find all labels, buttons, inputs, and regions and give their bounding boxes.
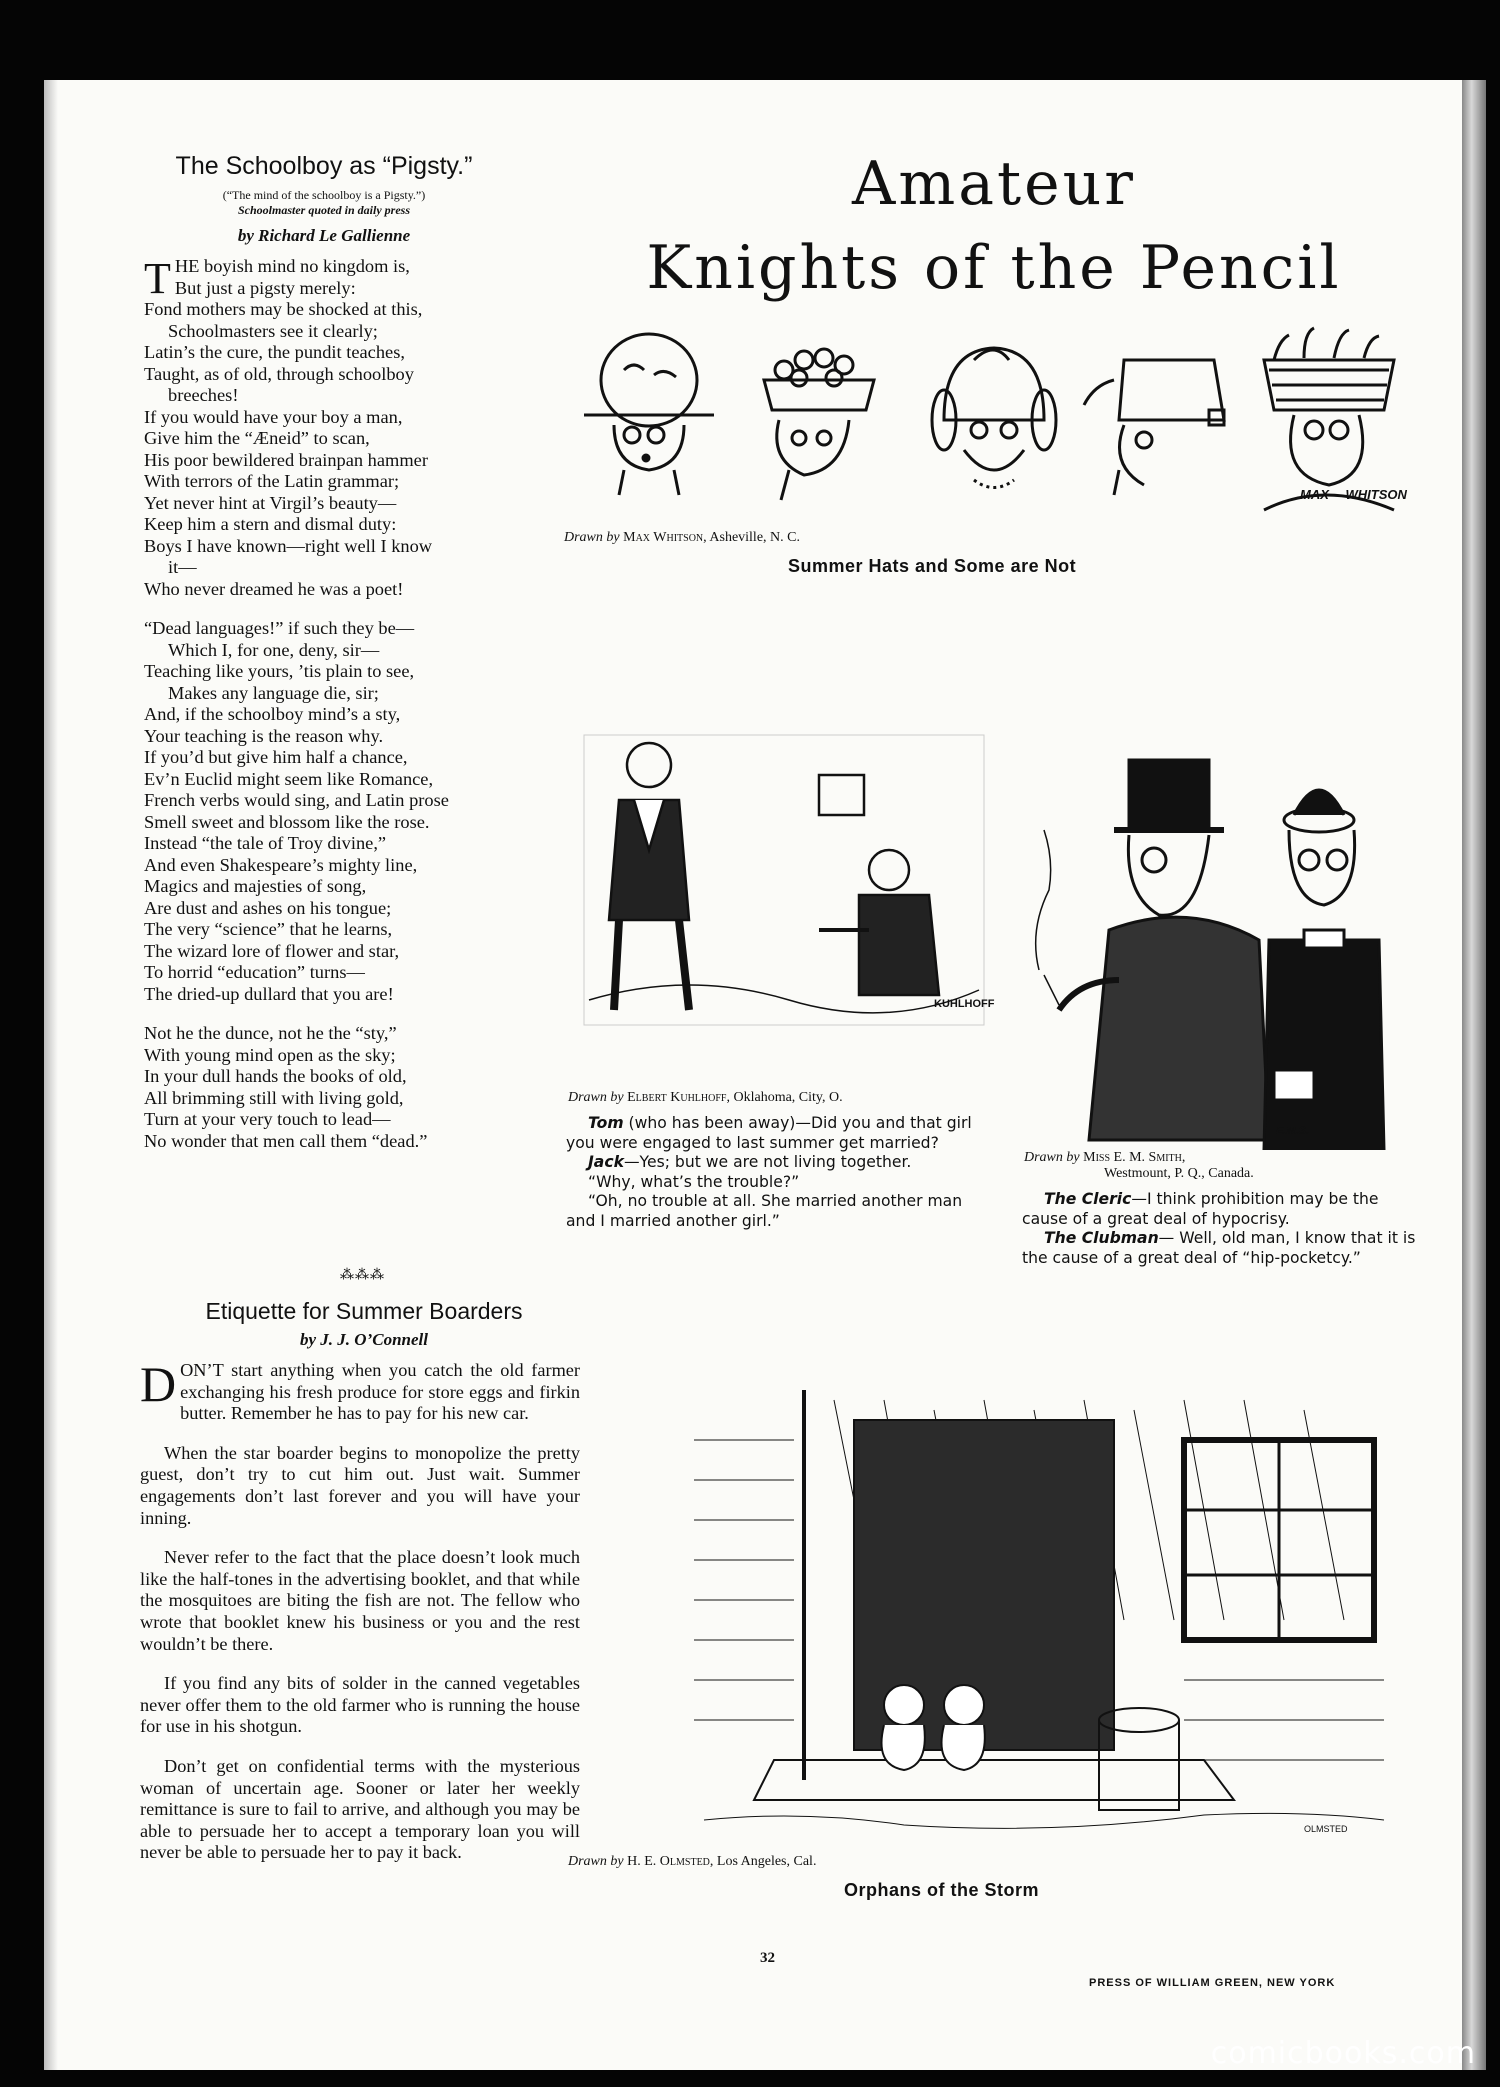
credit-location: , Los Angeles, Cal. <box>709 1854 817 1869</box>
credit-artist: Miss E. M. Smith <box>1083 1150 1182 1165</box>
poem-line: Teaching like yours, ’tis plain to see, <box>144 661 415 681</box>
poem-drop-cap: T <box>144 256 171 299</box>
page-number: 32 <box>760 1950 775 1966</box>
page-title-line2: Knights of the Pencil <box>646 233 1342 303</box>
speaker-cleric: The Cleric <box>1044 1190 1132 1208</box>
poem-line: And even Shakespeare’s mighty line, <box>144 854 418 875</box>
credit-prefix: Drawn by <box>564 530 620 545</box>
dialogue-line: “Why, what’s the trouble?” <box>588 1172 800 1191</box>
poem-line: Schoolmasters see it clearly; <box>168 320 378 341</box>
dialogue-text: —Yes; but we are not living together. <box>623 1153 912 1171</box>
etiquette-body <box>140 1356 580 1882</box>
etiquette-paragraph: Don’t get on confidential terms with the mysterious woman of uncertain age. Sooner or later her weekly remittance is sure to fail to arrive, and although you may be able to persuade her to accept a temporary loan you will never be able to persuade her to pay it back. <box>140 1755 580 1863</box>
poem-byline: by Richard Le Gallienne <box>237 226 411 245</box>
poem-line: Who never dreamed he was a poet! <box>144 578 404 599</box>
poem-line: Magics and majesties of song, <box>144 876 367 896</box>
credit-max-whitson <box>564 530 800 546</box>
credit-prefix: Drawn by <box>568 1090 624 1105</box>
credit-artist: H. E. Olmsted <box>627 1854 710 1869</box>
poem-line: Yet never hint at Virgil’s beauty— <box>144 492 397 513</box>
etiquette-drop-cap: D <box>140 1356 177 1412</box>
poem-line: The very “science” that he learns, <box>144 919 393 939</box>
dialogue-line: “Oh, no trouble at all. She married another man and I married another girl.” <box>566 1192 963 1230</box>
cleric-figure <box>1264 790 1384 1150</box>
poem-line: Which I, for one, deny, sir— <box>168 639 380 660</box>
caption-orphans-of-the-storm: Orphans of the Storm <box>844 1880 1040 1900</box>
poem-epigraph <box>114 188 534 218</box>
poem-line: Ev’n Euclid might seem like Romance, <box>144 768 434 789</box>
poem-line: And, if the schoolboy mind’s a sty, <box>144 704 401 724</box>
cartoon-orphans-of-the-storm <box>684 1380 1404 1850</box>
page-title <box>554 142 1434 310</box>
poem-line: Latin’s the cure, the pundit teaches, <box>144 342 405 362</box>
speaker-clubman: The Clubman <box>1044 1229 1159 1247</box>
credit-he-olmsted <box>568 1854 816 1870</box>
dialogue-line <box>1022 1190 1417 1229</box>
poem-line: No wonder that men call them “dead.” <box>144 1130 428 1151</box>
poem-line: HE boyish mind no kingdom is, <box>174 256 410 276</box>
poem-line: Keep him a stern and dismal duty: <box>144 514 397 534</box>
poem-line: Smell sweet and blossom like the rose. <box>144 811 430 832</box>
signature-kuhlhoff: KUHLHOFF <box>934 998 995 1010</box>
dialogue-text: —I think prohibition may be the cause of a great deal of hypocrisy. <box>1022 1190 1379 1228</box>
book-spine <box>1462 80 1486 2070</box>
credit-prefix: Drawn by <box>1024 1150 1080 1165</box>
poem-line: Fond mothers may be shocked at this, <box>144 299 423 319</box>
dialogue-cleric-clubman <box>1022 1190 1417 1268</box>
poem-line: breeches! <box>168 385 239 405</box>
hat-figure-flowers <box>1264 328 1394 510</box>
press-imprint: PRESS OF WILLIAM GREEN, NEW YORK <box>1089 1977 1336 1989</box>
dialogue-text: (who has been away)—Did you and that girl you were engaged to last summer get married? <box>566 1114 972 1152</box>
speaker-jack: Jack <box>588 1153 624 1171</box>
etiquette-paragraph-text: ON’T start anything when you catch the old farmer exchanging his fresh produce for store eggs and firkin butter. Remember he has to pay for his new car. <box>180 1360 580 1424</box>
watermark: comicbooks.com <box>1210 2036 1476 2071</box>
page-title-line1: Amateur <box>852 149 1136 219</box>
credit-artist: Max Whitson <box>623 530 704 545</box>
poem-title: The Schoolboy as “Pigsty.” <box>175 152 473 180</box>
poem-line: If you would have your boy a man, <box>144 406 403 427</box>
signature-max-whitson: MAX— WHITSON <box>1300 487 1407 502</box>
clubman-figure <box>1036 760 1269 1140</box>
poem-line: In your dull hands the books of old, <box>144 1066 407 1086</box>
poem-line: All brimming still with living gold, <box>144 1087 404 1108</box>
etiquette-paragraph: If you find any bits of solder in the canned vegetables never offer them to the old farmer who is running the house for use in his shotgun. <box>140 1673 580 1737</box>
dialogue-text: — Well, old man, I know that it is the cause of a great deal of “hip-pocketcy.” <box>1022 1229 1416 1267</box>
poem-line: The dried-up dullard that you are! <box>144 983 394 1004</box>
credit-location: , Oklahoma, City, O. <box>726 1090 843 1105</box>
ground-puddles <box>704 1813 1384 1828</box>
poem-line: If you’d but give him half a chance, <box>144 747 408 767</box>
poem-line: The wizard lore of flower and star, <box>144 940 400 961</box>
dialogue-tom-jack <box>566 1114 996 1231</box>
poem-epigraph-quote: (“The mind of the schoolboy is a Pigsty.”) <box>222 188 426 202</box>
poem-line: Turn at your very touch to lead— <box>144 1109 391 1129</box>
poem-line: His poor bewildered brainpan hammer <box>144 449 428 470</box>
speaker-tom: Tom <box>588 1114 624 1132</box>
credit-prefix: Drawn by <box>568 1854 624 1869</box>
dialogue-line <box>566 1153 996 1173</box>
poem-line: “Dead languages!” if such they be— <box>144 618 415 638</box>
credit-location-line2: Westmount, P. Q., Canada. <box>1104 1166 1254 1181</box>
poem-line: With young mind open as the sky; <box>144 1044 396 1065</box>
poem-line: Are dust and ashes on his tongue; <box>144 897 392 918</box>
poem-line: Not he the dunce, not he the “sty,” <box>144 1023 397 1043</box>
dialogue-line <box>566 1114 996 1153</box>
poem-line: it— <box>168 557 197 577</box>
poem-line: Makes any language die, sir; <box>168 682 379 703</box>
hat-figure-eggs <box>764 349 874 500</box>
poem-line: Boys I have known—right well I know <box>144 535 433 556</box>
standing-man <box>609 743 689 1010</box>
credit-miss-smith <box>1024 1150 1254 1182</box>
poem-body <box>144 256 584 1152</box>
cartoon-cleric-and-clubman <box>1019 740 1419 1150</box>
poem-line: Instead “the tale of Troy divine,” <box>144 833 387 853</box>
credit-artist: Elbert Kuhlhoff <box>627 1090 727 1105</box>
caption-summer-hats: Summer Hats and Some are Not <box>788 556 1077 576</box>
poem-line: Taught, as of old, through schoolboy <box>144 363 414 384</box>
hat-figure-bird <box>932 348 1056 488</box>
credit-location: , <box>1181 1150 1186 1165</box>
magazine-page <box>44 80 1462 2070</box>
credit-location: , Asheville, N. C. <box>703 530 800 545</box>
poem-line: Your teaching is the reason why. <box>144 725 384 746</box>
etiquette-paragraph: When the star boarder begins to monopolize the pretty guest, don’t try to cut him out. Just wait. Summer engagements don’t last forever and you will have your inning. <box>140 1442 580 1528</box>
credit-elbert-kuhlhoff <box>568 1090 843 1106</box>
hat-figure-fishbowl <box>584 334 714 495</box>
poem-line: To horrid “education” turns— <box>144 962 365 982</box>
page-fold-shadow <box>44 80 58 2070</box>
section-separator: ⁂⁂⁂ <box>340 1268 385 1283</box>
cartoon-tom-and-jack <box>579 730 989 1030</box>
poem-first-line-block <box>144 256 584 299</box>
window <box>1184 1440 1374 1640</box>
signature-ems: E.M.S. <box>1276 1125 1310 1137</box>
dialogue-line <box>1022 1229 1417 1268</box>
poem-line: With terrors of the Latin grammar; <box>144 471 400 491</box>
etiquette-paragraph: Never refer to the fact that the place doesn’t look much like the half-tones in the advertising booklet, and that while the mosquitoes are biting the fish are not. The fellow who wrote that booklet knew his business or you and the rest wouldn’t be there. <box>140 1547 580 1654</box>
poem-line: French verbs would sing, and Latin prose <box>144 790 449 810</box>
poem-line: Give him the “Æneid” to scan, <box>144 428 370 448</box>
poem-epigraph-source: Schoolmaster quoted in daily press <box>237 203 410 217</box>
signature-olmsted: OLMSTED <box>1304 1824 1348 1834</box>
seated-man <box>819 850 939 995</box>
hat-figure-bucket <box>1084 360 1224 495</box>
poem-line: But just a pigsty merely: <box>174 277 356 298</box>
etiquette-title: Etiquette for Summer Boarders <box>205 1298 523 1324</box>
etiquette-paragraph <box>140 1356 580 1425</box>
etiquette-byline: by J. J. O’Connell <box>300 1330 428 1349</box>
